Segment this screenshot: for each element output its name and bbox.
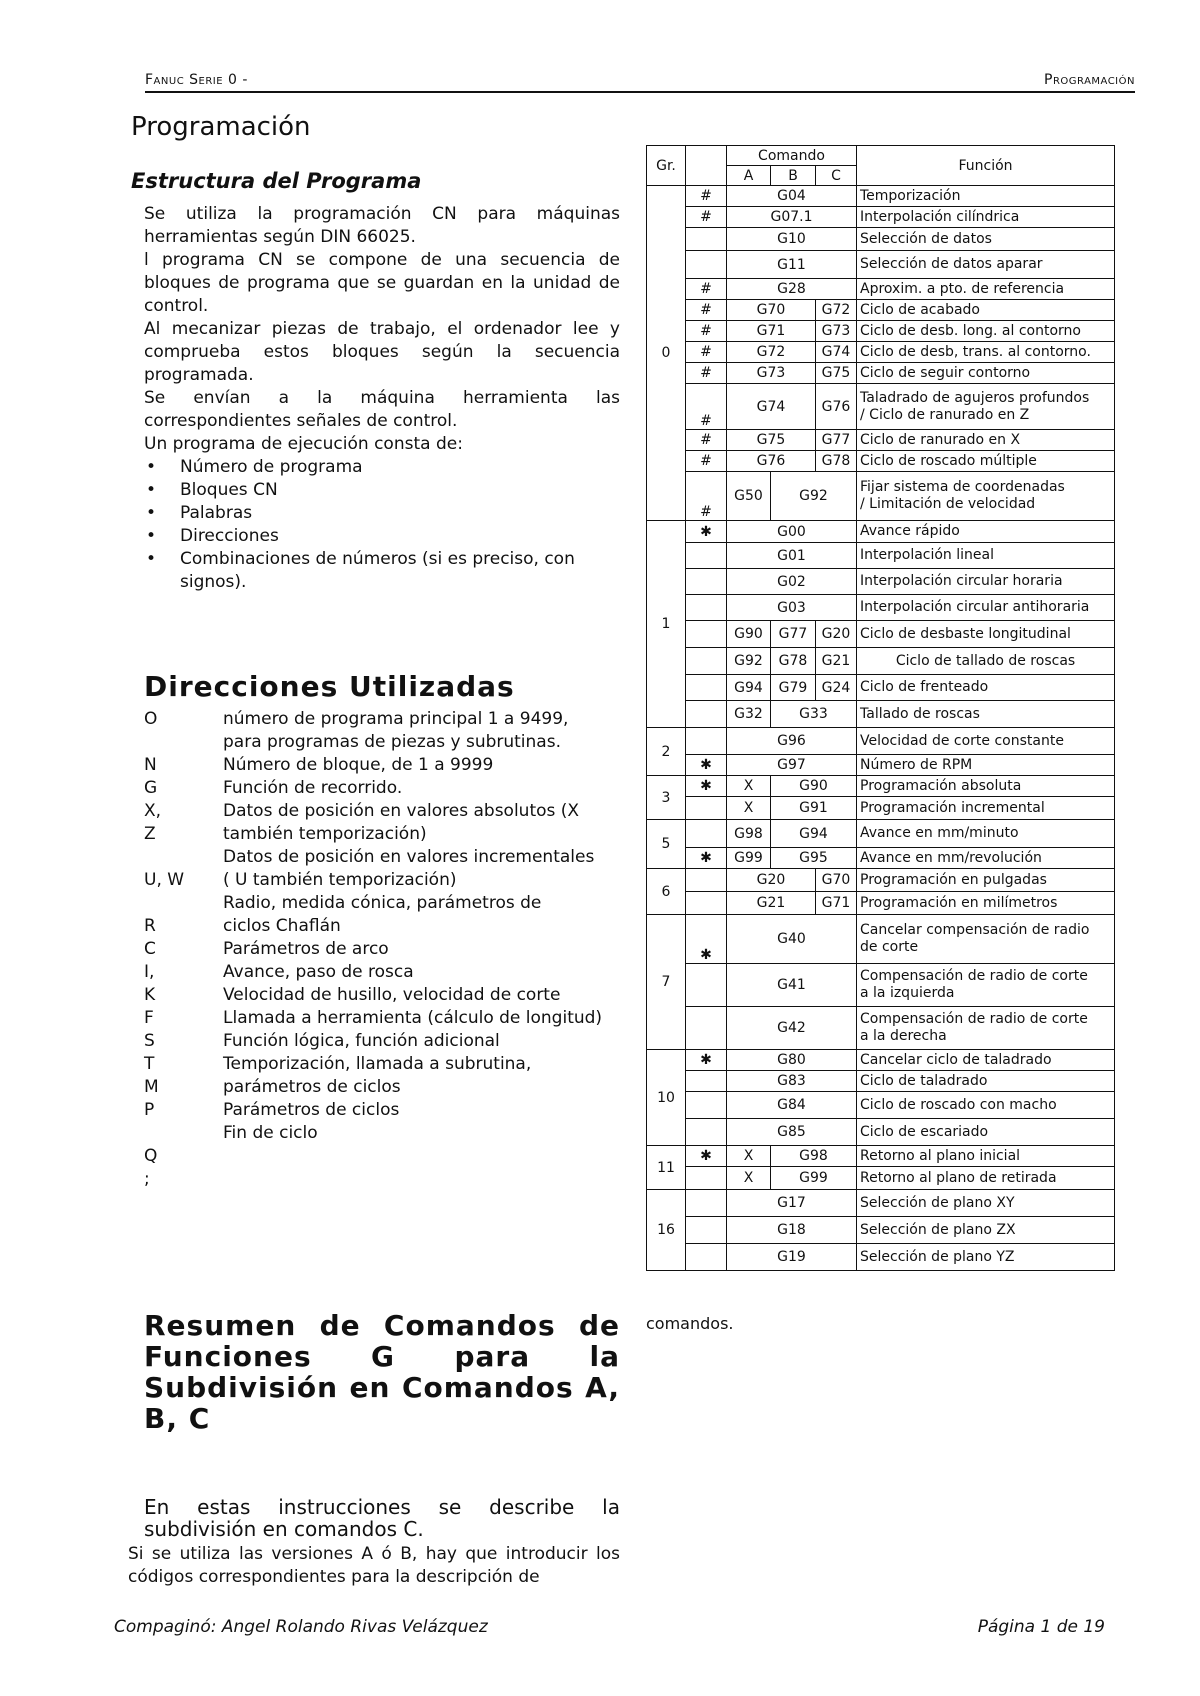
function-cell: Ciclo de roscado múltiple bbox=[857, 451, 1115, 472]
group-cell: 0 bbox=[647, 186, 686, 521]
address-letter bbox=[144, 892, 204, 915]
code-cell: G70 bbox=[727, 300, 816, 321]
function-cell: Número de RPM bbox=[857, 755, 1115, 776]
mark-cell bbox=[686, 543, 727, 569]
mark-cell bbox=[686, 595, 727, 621]
code-cell: G00 bbox=[727, 521, 857, 543]
code-cell: G78 bbox=[816, 451, 857, 472]
function-cell: Interpolación lineal bbox=[857, 543, 1115, 569]
code-cell: G96 bbox=[727, 728, 857, 755]
section-subtitle: Estructura del Programa bbox=[131, 169, 422, 193]
code-cell: G92 bbox=[771, 472, 857, 521]
mark-cell: # bbox=[686, 363, 727, 384]
mark-cell bbox=[686, 728, 727, 755]
function-cell: Programación en pulgadas bbox=[857, 869, 1115, 892]
function-line: Compensación de radio de corte bbox=[860, 1011, 1088, 1027]
mark-cell bbox=[686, 892, 727, 915]
group-cell: 1 bbox=[647, 521, 686, 728]
code-cell: G04 bbox=[727, 186, 857, 207]
intro-paragraph: Se envían a la máquina herramienta las correspondientes señales de control. bbox=[144, 388, 620, 431]
mark-cell bbox=[686, 621, 727, 648]
address-letter: I, bbox=[144, 962, 155, 982]
mark-cell: # bbox=[686, 451, 727, 472]
code-cell: G94 bbox=[727, 675, 771, 701]
code-cell: G24 bbox=[816, 675, 857, 701]
code-cell: G42 bbox=[727, 1007, 857, 1050]
mark-cell: ✱ bbox=[686, 848, 727, 869]
function-line: de corte bbox=[860, 939, 919, 955]
mark-cell: # bbox=[686, 384, 727, 430]
mark-cell: # bbox=[686, 472, 727, 521]
address-description: Número de bloque, de 1 a 9999 bbox=[223, 755, 494, 775]
mark-cell: ✱ bbox=[686, 1050, 727, 1071]
address-letter bbox=[144, 1122, 204, 1145]
code-cell: G90 bbox=[727, 621, 771, 648]
address-letter: Q bbox=[144, 1146, 158, 1166]
code-cell: G74 bbox=[816, 342, 857, 363]
code-cell: G77 bbox=[771, 621, 816, 648]
address-letter: X, bbox=[144, 801, 162, 821]
table-tail-text: comandos. bbox=[646, 1314, 734, 1333]
function-cell: Aproxim. a pto. de referencia bbox=[857, 279, 1115, 300]
function-cell: Selección de datos bbox=[857, 228, 1115, 251]
function-cell bbox=[857, 1007, 1115, 1050]
function-cell: Ciclo de roscado con macho bbox=[857, 1092, 1115, 1119]
function-cell: Ciclo de acabado bbox=[857, 300, 1115, 321]
function-line: Compensación de radio de corte bbox=[860, 968, 1088, 984]
function-cell: Ciclo de ranurado en X bbox=[857, 430, 1115, 451]
mark-cell bbox=[686, 820, 727, 848]
function-cell: Selección de datos aparar bbox=[857, 251, 1115, 279]
mark-cell: # bbox=[686, 207, 727, 228]
header-rule bbox=[145, 91, 1135, 93]
code-cell: G76 bbox=[816, 384, 857, 430]
code-cell: G94 bbox=[771, 820, 857, 848]
code-cell: G33 bbox=[771, 701, 857, 728]
group-cell: 16 bbox=[647, 1190, 686, 1271]
code-cell: G01 bbox=[727, 543, 857, 569]
code-cell: G75 bbox=[816, 363, 857, 384]
code-cell: G99 bbox=[771, 1167, 857, 1190]
code-cell: G98 bbox=[727, 820, 771, 848]
code-cell: G03 bbox=[727, 595, 857, 621]
address-letter: P bbox=[144, 1100, 155, 1120]
address-letter: ; bbox=[144, 1169, 150, 1189]
address-letter: C bbox=[144, 939, 156, 959]
mark-cell: # bbox=[686, 430, 727, 451]
address-letters bbox=[144, 708, 204, 1189]
list-item: • Bloques CN bbox=[144, 479, 620, 502]
address-description: Radio, medida cónica, parámetros de bbox=[223, 893, 542, 913]
address-letter: F bbox=[144, 1008, 154, 1028]
address-letter: Z bbox=[144, 824, 156, 844]
function-cell: Interpolación cilíndrica bbox=[857, 207, 1115, 228]
function-cell: Retorno al plano inicial bbox=[857, 1146, 1115, 1167]
function-cell: Temporización bbox=[857, 186, 1115, 207]
code-cell: G28 bbox=[727, 279, 857, 300]
mark-cell bbox=[686, 701, 727, 728]
function-cell: Selección de plano ZX bbox=[857, 1217, 1115, 1244]
mark-cell: ✱ bbox=[686, 1146, 727, 1167]
intro-paragraph: Al mecanizar piezas de trabajo, el ordenador lee y comprueba estos bloques según la secuencia programada. bbox=[144, 319, 620, 385]
address-letter: S bbox=[144, 1031, 155, 1051]
function-cell: Ciclo de taladrado bbox=[857, 1071, 1115, 1092]
header-left: Fanuc Serie 0 - bbox=[145, 72, 248, 88]
code-cell: G98 bbox=[771, 1146, 857, 1167]
mark-cell bbox=[686, 1217, 727, 1244]
header-command: Comando bbox=[727, 146, 857, 166]
group-cell: 3 bbox=[647, 776, 686, 820]
code-cell: G02 bbox=[727, 569, 857, 595]
address-letter: T bbox=[144, 1054, 155, 1074]
header-b: B bbox=[771, 166, 816, 186]
header-a: A bbox=[727, 166, 771, 186]
code-cell: G92 bbox=[727, 648, 771, 675]
header-function: Función bbox=[857, 146, 1115, 186]
function-cell: Avance rápido bbox=[857, 521, 1115, 543]
address-description: Función de recorrido. bbox=[223, 778, 403, 798]
function-line: Taladrado de agujeros profundos bbox=[860, 389, 1090, 406]
code-cell: G75 bbox=[727, 430, 816, 451]
code-cell: G71 bbox=[727, 321, 816, 342]
code-cell: G91 bbox=[771, 797, 857, 820]
function-line: Cancelar compensación de radio bbox=[860, 922, 1090, 938]
function-cell: Ciclo de seguir contorno bbox=[857, 363, 1115, 384]
code-cell: G32 bbox=[727, 701, 771, 728]
address-description: Temporización, llamada a subrutina, bbox=[223, 1054, 532, 1074]
address-description: Llamada a herramienta (cálculo de longitud) bbox=[223, 1008, 603, 1028]
function-cell bbox=[857, 915, 1115, 964]
code-cell: X bbox=[727, 1146, 771, 1167]
code-cell: G72 bbox=[816, 300, 857, 321]
list-item: • Direcciones bbox=[144, 525, 620, 548]
code-cell: G74 bbox=[727, 384, 816, 430]
mark-cell bbox=[686, 1190, 727, 1217]
group-cell: 10 bbox=[647, 1050, 686, 1146]
address-description: ( U también temporización) bbox=[223, 870, 457, 890]
code-cell: G11 bbox=[727, 251, 857, 279]
code-cell: G78 bbox=[771, 648, 816, 675]
function-cell: Programación absoluta bbox=[857, 776, 1115, 797]
code-cell: G80 bbox=[727, 1050, 857, 1071]
code-cell: G21 bbox=[727, 892, 816, 915]
mark-cell bbox=[686, 569, 727, 595]
function-cell: Ciclo de desb. long. al contorno bbox=[857, 321, 1115, 342]
code-cell: G97 bbox=[727, 755, 857, 776]
code-cell: G84 bbox=[727, 1092, 857, 1119]
function-cell: Ciclo de tallado de roscas bbox=[857, 648, 1115, 675]
mark-cell: ✱ bbox=[686, 521, 727, 543]
mark-cell bbox=[686, 251, 727, 279]
code-cell: G50 bbox=[727, 472, 771, 521]
intro-paragraph: Un programa de ejecución consta de: bbox=[144, 434, 463, 454]
code-cell: G73 bbox=[727, 363, 816, 384]
intro-text bbox=[144, 203, 620, 594]
address-description: Datos de posición en valores incrementales bbox=[223, 847, 595, 867]
group-cell: 5 bbox=[647, 820, 686, 869]
address-letter: N bbox=[144, 755, 157, 775]
list-item: • Número de programa bbox=[144, 456, 620, 479]
address-description: Avance, paso de rosca bbox=[223, 962, 414, 982]
mark-cell bbox=[686, 648, 727, 675]
code-cell: G40 bbox=[727, 915, 857, 964]
code-cell: G71 bbox=[816, 892, 857, 915]
mark-cell bbox=[686, 1167, 727, 1190]
address-letter: M bbox=[144, 1077, 159, 1097]
code-cell: G70 bbox=[816, 869, 857, 892]
address-description: para programas de piezas y subrutinas. bbox=[223, 732, 561, 752]
address-descriptions bbox=[223, 708, 623, 1143]
function-cell: Programación incremental bbox=[857, 797, 1115, 820]
mark-cell: ✱ bbox=[686, 776, 727, 797]
mark-cell bbox=[686, 1092, 727, 1119]
function-cell: Retorno al plano de retirada bbox=[857, 1167, 1115, 1190]
code-cell: G79 bbox=[771, 675, 816, 701]
code-cell: G99 bbox=[727, 848, 771, 869]
address-letter: G bbox=[144, 778, 158, 798]
code-cell: G17 bbox=[727, 1190, 857, 1217]
code-cell: G07.1 bbox=[727, 207, 857, 228]
mark-cell bbox=[686, 1071, 727, 1092]
mark-cell: # bbox=[686, 342, 727, 363]
footer-author: Compaginó: Angel Rolando Rivas Velázquez bbox=[114, 1617, 488, 1637]
summary-text: Si se utiliza las versiones A ó B, hay que introducir los códigos correspondientes para la descripción de bbox=[128, 1544, 620, 1587]
function-cell: Ciclo de desbaste longitudinal bbox=[857, 621, 1115, 648]
code-cell: G95 bbox=[771, 848, 857, 869]
function-cell: Ciclo de frenteado bbox=[857, 675, 1115, 701]
code-cell: G19 bbox=[727, 1244, 857, 1271]
code-cell: G76 bbox=[727, 451, 816, 472]
header-blank bbox=[686, 146, 727, 186]
address-description: Parámetros de arco bbox=[223, 939, 389, 959]
address-letter: U, W bbox=[144, 870, 185, 890]
mark-cell bbox=[686, 797, 727, 820]
mark-cell bbox=[686, 964, 727, 1007]
code-cell: G77 bbox=[816, 430, 857, 451]
mark-cell: ✱ bbox=[686, 755, 727, 776]
function-cell: Ciclo de escariado bbox=[857, 1119, 1115, 1146]
address-description: parámetros de ciclos bbox=[223, 1077, 401, 1097]
function-cell bbox=[857, 472, 1115, 521]
function-cell: Velocidad de corte constante bbox=[857, 728, 1115, 755]
footer-page-number: Página 1 de 19 bbox=[977, 1617, 1105, 1637]
code-cell: G10 bbox=[727, 228, 857, 251]
function-line: / Limitación de velocidad bbox=[860, 496, 1036, 512]
header-group: Gr. bbox=[647, 146, 686, 186]
address-letter: K bbox=[144, 985, 156, 1005]
code-cell: G20 bbox=[727, 869, 816, 892]
function-cell: Cancelar ciclo de taladrado bbox=[857, 1050, 1115, 1071]
function-cell: Avance en mm/minuto bbox=[857, 820, 1115, 848]
mark-cell: # bbox=[686, 186, 727, 207]
function-cell: Selección de plano YZ bbox=[857, 1244, 1115, 1271]
address-description: Datos de posición en valores absolutos (X bbox=[223, 801, 580, 821]
function-cell: Programación en milímetros bbox=[857, 892, 1115, 915]
code-cell: G85 bbox=[727, 1119, 857, 1146]
code-cell: G21 bbox=[816, 648, 857, 675]
group-cell: 6 bbox=[647, 869, 686, 915]
list-item: • Combinaciones de números (si es preciso, con signos). bbox=[144, 548, 620, 594]
function-cell: Tallado de roscas bbox=[857, 701, 1115, 728]
mark-cell bbox=[686, 1007, 727, 1050]
group-cell: 7 bbox=[647, 915, 686, 1050]
function-line: / Ciclo de ranurado en Z bbox=[860, 406, 1030, 423]
address-description: Parámetros de ciclos bbox=[223, 1100, 400, 1120]
summary-title: Resumen de Comandos de Funciones G para la Subdivisión en Comandos A, B, C bbox=[144, 1309, 620, 1435]
mark-cell bbox=[686, 869, 727, 892]
group-cell: 11 bbox=[647, 1146, 686, 1190]
code-cell: G41 bbox=[727, 964, 857, 1007]
mark-cell bbox=[686, 1244, 727, 1271]
code-cell: G20 bbox=[816, 621, 857, 648]
mark-cell: ✱ bbox=[686, 915, 727, 964]
header-c: C bbox=[816, 166, 857, 186]
address-description: Función lógica, función adicional bbox=[223, 1031, 500, 1051]
address-letter: O bbox=[144, 709, 158, 729]
mark-cell bbox=[686, 228, 727, 251]
function-line: Fijar sistema de coordenadas bbox=[860, 479, 1065, 495]
address-description: Fin de ciclo bbox=[223, 1123, 318, 1143]
address-description: también temporización) bbox=[223, 824, 427, 844]
function-cell: Selección de plano XY bbox=[857, 1190, 1115, 1217]
addresses-title: Direcciones Utilizadas bbox=[144, 670, 515, 703]
mark-cell: # bbox=[686, 300, 727, 321]
function-line: a la derecha bbox=[860, 1028, 947, 1044]
address-description: ciclos Chaflán bbox=[223, 916, 341, 936]
header-right: Programación bbox=[1044, 72, 1135, 88]
mark-cell: # bbox=[686, 321, 727, 342]
address-letter bbox=[144, 846, 204, 869]
code-cell: G73 bbox=[816, 321, 857, 342]
function-cell: Ciclo de desb, trans. al contorno. bbox=[857, 342, 1115, 363]
mark-cell: # bbox=[686, 279, 727, 300]
address-letter bbox=[144, 731, 204, 754]
code-cell: G72 bbox=[727, 342, 816, 363]
function-cell: Avance en mm/revolución bbox=[857, 848, 1115, 869]
code-cell: G83 bbox=[727, 1071, 857, 1092]
list-item: • Palabras bbox=[144, 502, 620, 525]
summary-intro: En estas instrucciones se describe la subdivisión en comandos C. bbox=[144, 1495, 620, 1541]
address-letter: R bbox=[144, 916, 156, 936]
page-title: Programación bbox=[131, 112, 311, 142]
mark-cell bbox=[686, 675, 727, 701]
code-cell: X bbox=[727, 776, 771, 797]
program-contents-list bbox=[144, 456, 620, 594]
code-cell: X bbox=[727, 797, 771, 820]
code-cell: X bbox=[727, 1167, 771, 1190]
function-line: a la izquierda bbox=[860, 985, 955, 1001]
address-description: número de programa principal 1 a 9499, bbox=[223, 709, 569, 729]
address-description: Velocidad de husillo, velocidad de corte bbox=[223, 985, 561, 1005]
function-cell: Interpolación circular antihoraria bbox=[857, 595, 1115, 621]
function-cell: Interpolación circular horaria bbox=[857, 569, 1115, 595]
function-cell bbox=[857, 964, 1115, 1007]
code-cell: G18 bbox=[727, 1217, 857, 1244]
intro-paragraph: l programa CN se compone de una secuencia de bloques de programa que se guardan en la unidad de control. bbox=[144, 250, 620, 316]
g-code-table bbox=[646, 145, 1115, 1271]
mark-cell bbox=[686, 1119, 727, 1146]
code-cell: G90 bbox=[771, 776, 857, 797]
group-cell: 2 bbox=[647, 728, 686, 776]
function-cell bbox=[857, 384, 1115, 430]
intro-paragraph: Se utiliza la programación CN para máquinas herramientas según DIN 66025. bbox=[144, 204, 620, 247]
